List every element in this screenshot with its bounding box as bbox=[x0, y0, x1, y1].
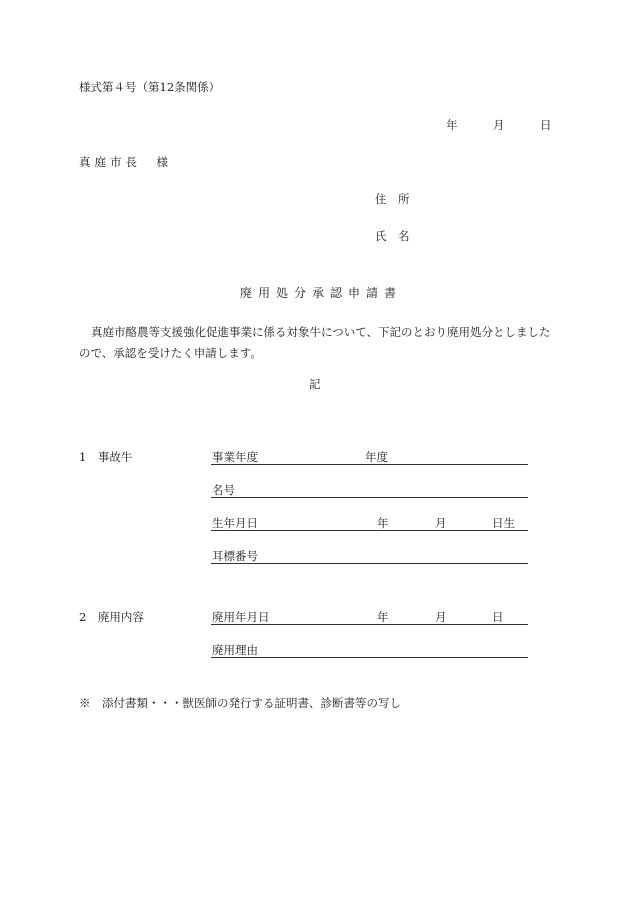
fiscal-year-unit: 年度 bbox=[365, 450, 388, 464]
birth-date-underline[interactable] bbox=[211, 530, 528, 531]
ear-tag-underline[interactable] bbox=[211, 563, 528, 564]
ki-label: 記 bbox=[309, 377, 321, 391]
ear-tag-label: 耳標番号 bbox=[212, 549, 258, 563]
birth-month-unit: 月 bbox=[435, 516, 447, 530]
disposal-day-unit: 日 bbox=[492, 610, 504, 624]
disposal-reason-label: 廃用理由 bbox=[212, 643, 258, 657]
address-label: 住 所 bbox=[375, 192, 410, 206]
birth-date-label: 生年月日 bbox=[212, 516, 258, 530]
disposal-date-label: 廃用年月日 bbox=[212, 610, 270, 624]
attachment-note: ※ 添付書類・・・獣医師の発行する証明書、診断書等の写し bbox=[79, 696, 401, 710]
document-title: 廃用処分承認申請書 bbox=[240, 286, 403, 300]
date-month-label: 月 bbox=[493, 118, 505, 132]
recipient: 真庭市長 様 bbox=[79, 155, 172, 169]
disposal-month-unit: 月 bbox=[435, 610, 447, 624]
disposal-reason-underline[interactable] bbox=[211, 657, 528, 658]
date-year-label: 年 bbox=[446, 118, 458, 132]
name-label: 氏 名 bbox=[375, 229, 410, 243]
section1-heading: 1 事故牛 bbox=[79, 450, 133, 464]
birth-year-unit: 年 bbox=[377, 516, 389, 530]
cattle-name-label: 名号 bbox=[212, 483, 235, 497]
section2-heading: 2 廃用内容 bbox=[79, 610, 144, 624]
date-day-label: 日 bbox=[540, 118, 552, 132]
fiscal-year-label: 事業年度 bbox=[212, 450, 258, 464]
birth-day-unit: 日生 bbox=[492, 516, 515, 530]
cattle-name-underline[interactable] bbox=[211, 497, 528, 498]
disposal-year-unit: 年 bbox=[377, 610, 389, 624]
fiscal-year-underline[interactable] bbox=[211, 464, 528, 465]
form-number: 様式第４号（第12条関係） bbox=[79, 80, 221, 94]
disposal-date-underline[interactable] bbox=[211, 624, 528, 625]
body-paragraph: 真庭市酪農等支援強化促進事業に係る対象牛について、下記のとおり廃用処分としましたので、承認を受けたく申請します。 bbox=[79, 325, 551, 360]
